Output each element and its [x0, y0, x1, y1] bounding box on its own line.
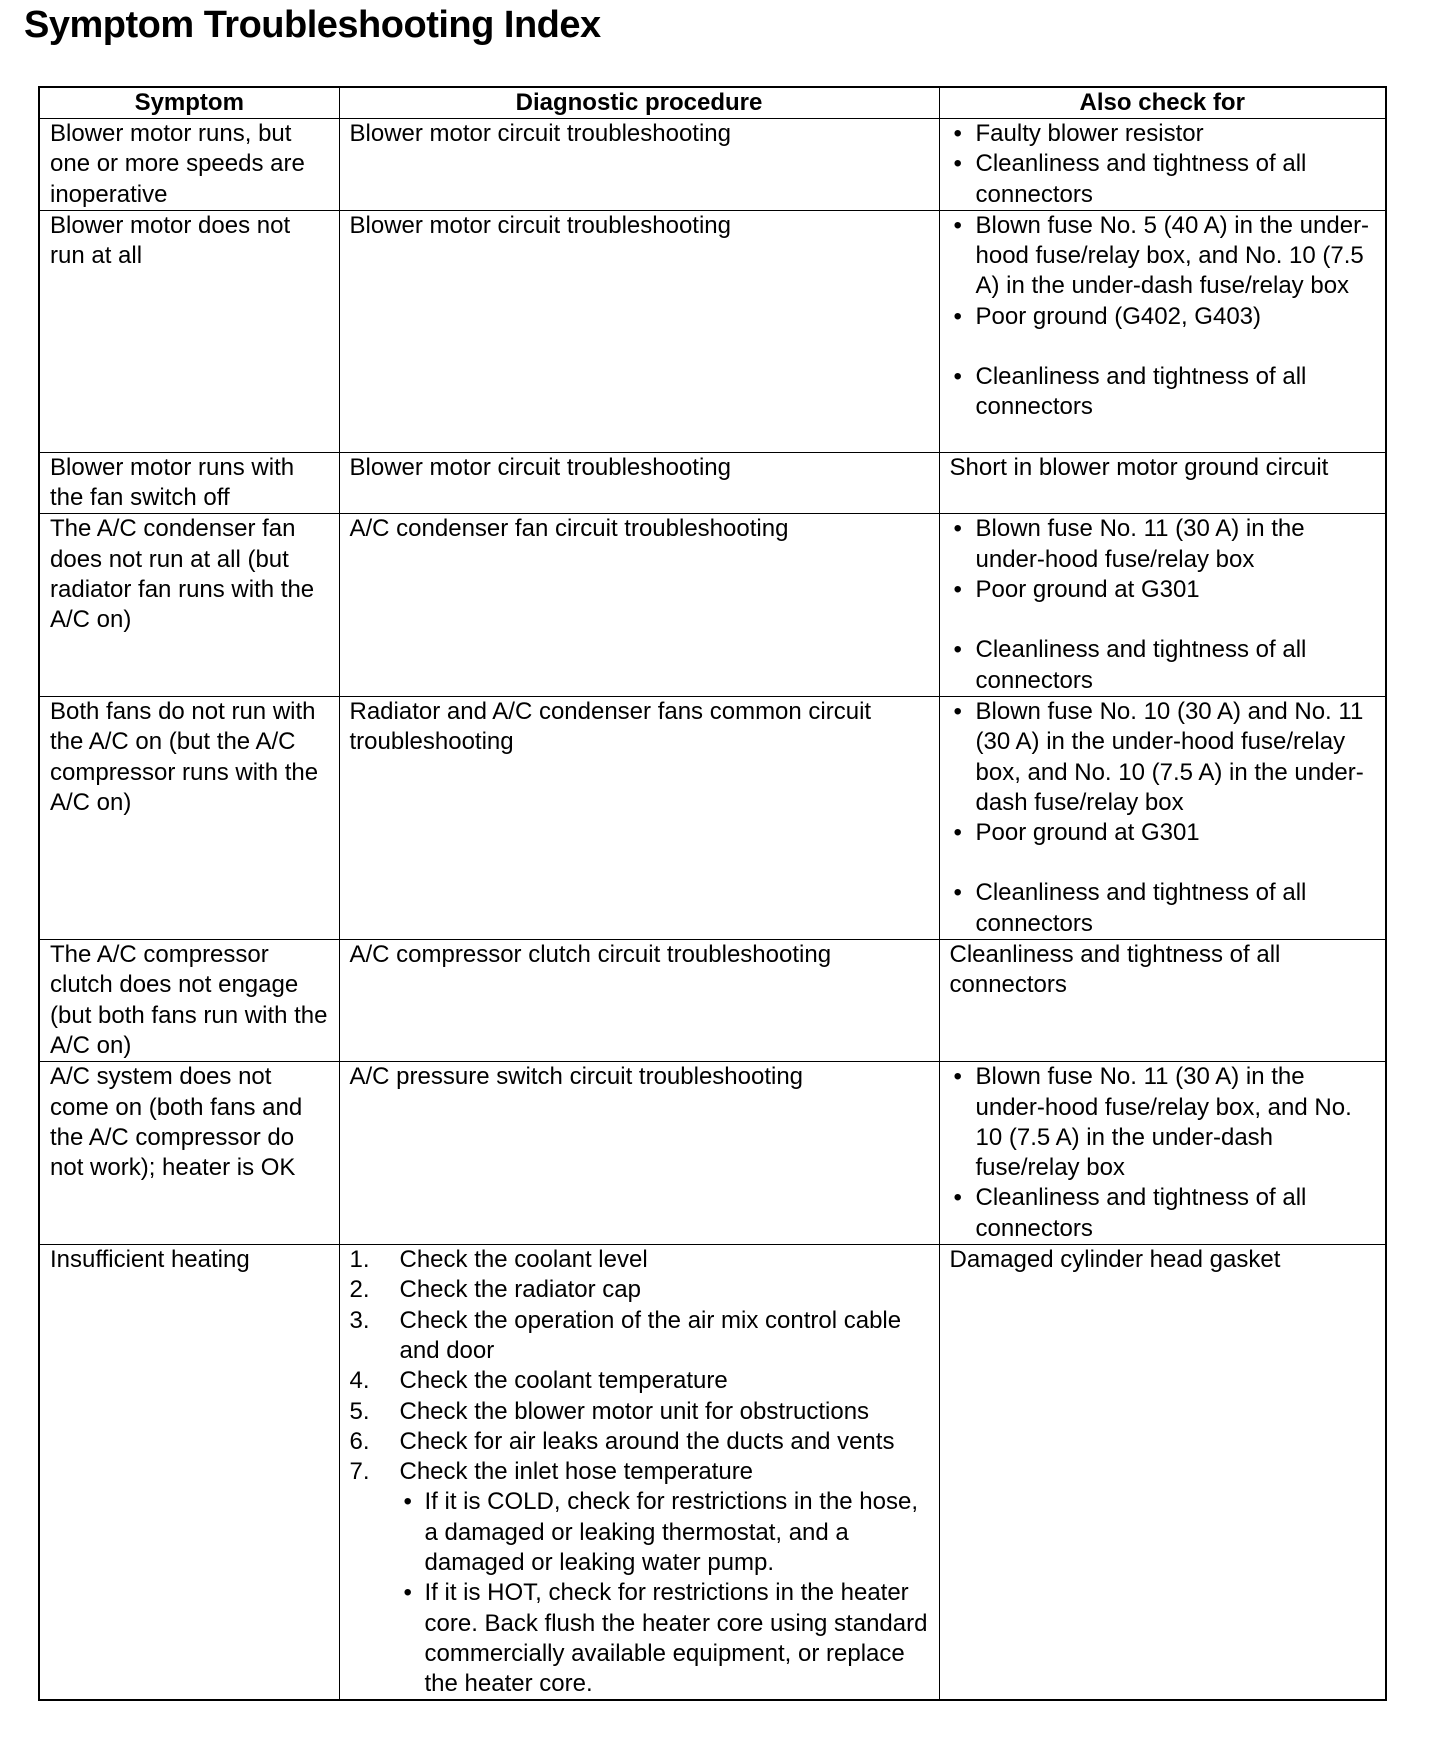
symptom-cell: The A/C condenser fan does not run at all (but radiator fan runs with the A/C on) [39, 514, 339, 696]
check-item: • Blown fuse No. 5 (40 A) in the under-hood fuse/relay box, and No. 10 (7.5 A) in the under-dash fuse/relay box [950, 211, 1378, 302]
check-item: • Cleanliness and tightness of all connectors [950, 362, 1378, 423]
symptom-cell: The A/C compressor clutch does not engage (but both fans run with the A/C on) [39, 940, 339, 1062]
check-cell: Short in blower motor ground circuit [939, 452, 1386, 514]
step-item [350, 1245, 931, 1275]
table-row [39, 696, 1386, 939]
header-symptom: Symptom [39, 87, 339, 119]
table-row [39, 940, 1386, 1062]
check-cell: Cleanliness and tightness of all connectors [939, 940, 1386, 1062]
step-number: 4. [349, 1367, 370, 1395]
check-cell: Damaged cylinder head gasket [939, 1245, 1386, 1701]
header-row [39, 87, 1386, 119]
check-item: • Cleanliness and tightness of all connectors [950, 635, 1378, 696]
step-text: Check the coolant level [399, 1246, 648, 1274]
table-row [39, 119, 1386, 211]
procedure-cell: A/C compressor clutch circuit troubleshooting [339, 940, 939, 1062]
check-item: • Blown fuse No. 11 (30 A) in the under-hood fuse/relay box [950, 514, 1378, 575]
step-number: 6. [349, 1427, 370, 1455]
check-item: • Blown fuse No. 11 (30 A) in the under-hood fuse/relay box, and No. 10 (7.5 A) in the under-dash fuse/relay box [950, 1062, 1378, 1183]
step-text: Check the radiator cap [399, 1276, 641, 1304]
check-item: • Cleanliness and tightness of all connectors [950, 149, 1378, 210]
symptom-cell: Both fans do not run with the A/C on (but the A/C compressor runs with the A/C on) [39, 696, 339, 939]
sub-step-item: • If it is COLD, check for restrictions in the hose, a damaged or leaking thermostat, and a damaged or leaking water pump. [400, 1487, 931, 1578]
troubleshooting-table [38, 86, 1387, 1701]
symptom-cell: Blower motor does not run at all [39, 210, 339, 452]
symptom-cell: Blower motor runs with the fan switch off [39, 452, 339, 514]
table-row [39, 1245, 1386, 1701]
page-title: Symptom Troubleshooting Index [24, 4, 601, 46]
check-item: • Poor ground (G402, G403) [950, 302, 1378, 332]
table-row [39, 1062, 1386, 1245]
table-row [39, 452, 1386, 514]
step-item [350, 1306, 931, 1367]
procedure-cell: A/C pressure switch circuit troubleshooting [339, 1062, 939, 1245]
step-number: 5. [349, 1397, 370, 1425]
step-text: Check the operation of the air mix control cable and door [399, 1306, 902, 1364]
check-cell [939, 119, 1386, 211]
table-row [39, 514, 1386, 696]
step-text: Check the blower motor unit for obstructions [399, 1397, 870, 1425]
step-text: Check for air leaks around the ducts and vents [399, 1427, 895, 1455]
check-item: • Cleanliness and tightness of all connectors [950, 1183, 1378, 1244]
check-item: • Cleanliness and tightness of all connectors [950, 878, 1378, 939]
table-row [39, 210, 1386, 452]
check-cell [939, 514, 1386, 696]
procedure-cell: Blower motor circuit troubleshooting [339, 452, 939, 514]
sub-step-item: • If it is HOT, check for restrictions in the heater core. Back flush the heater core using standard commercially available equipment, or replace the heater core. [400, 1578, 931, 1699]
check-item: • Poor ground at G301 [950, 575, 1378, 605]
symptom-cell: Insufficient heating [39, 1245, 339, 1701]
check-item: • Poor ground at G301 [950, 818, 1378, 848]
header-diagnostic-procedure: Diagnostic procedure [339, 87, 939, 119]
check-cell [939, 1062, 1386, 1245]
check-cell [939, 696, 1386, 939]
step-item [350, 1427, 931, 1457]
check-item: • Faulty blower resistor [950, 119, 1378, 149]
procedure-cell: Blower motor circuit troubleshooting [339, 119, 939, 211]
step-number: 3. [349, 1306, 370, 1334]
step-item [350, 1397, 931, 1427]
procedure-cell [339, 1245, 939, 1701]
symptom-cell: Blower motor runs, but one or more speeds are inoperative [39, 119, 339, 211]
step-item [350, 1366, 931, 1396]
step-item [350, 1457, 931, 1699]
symptom-cell: A/C system does not come on (both fans and the A/C compressor do not work); heater is OK [39, 1062, 339, 1245]
step-number: 1. [349, 1246, 370, 1274]
check-cell [939, 210, 1386, 452]
step-text: Check the inlet hose temperature [399, 1458, 754, 1486]
procedure-cell: Blower motor circuit troubleshooting [339, 210, 939, 452]
step-item [350, 1275, 931, 1305]
step-number: 7. [349, 1458, 370, 1486]
check-item: • Blown fuse No. 10 (30 A) and No. 11 (30 A) in the under-hood fuse/relay box, and No. 10 (7.5 A) in the under-dash fuse/relay box [950, 697, 1378, 818]
step-text: Check the coolant temperature [399, 1367, 728, 1395]
step-number: 2. [349, 1276, 370, 1304]
procedure-cell: Radiator and A/C condenser fans common circuit troubleshooting [339, 696, 939, 939]
procedure-cell: A/C condenser fan circuit troubleshooting [339, 514, 939, 696]
header-also-check-for: Also check for [939, 87, 1386, 119]
